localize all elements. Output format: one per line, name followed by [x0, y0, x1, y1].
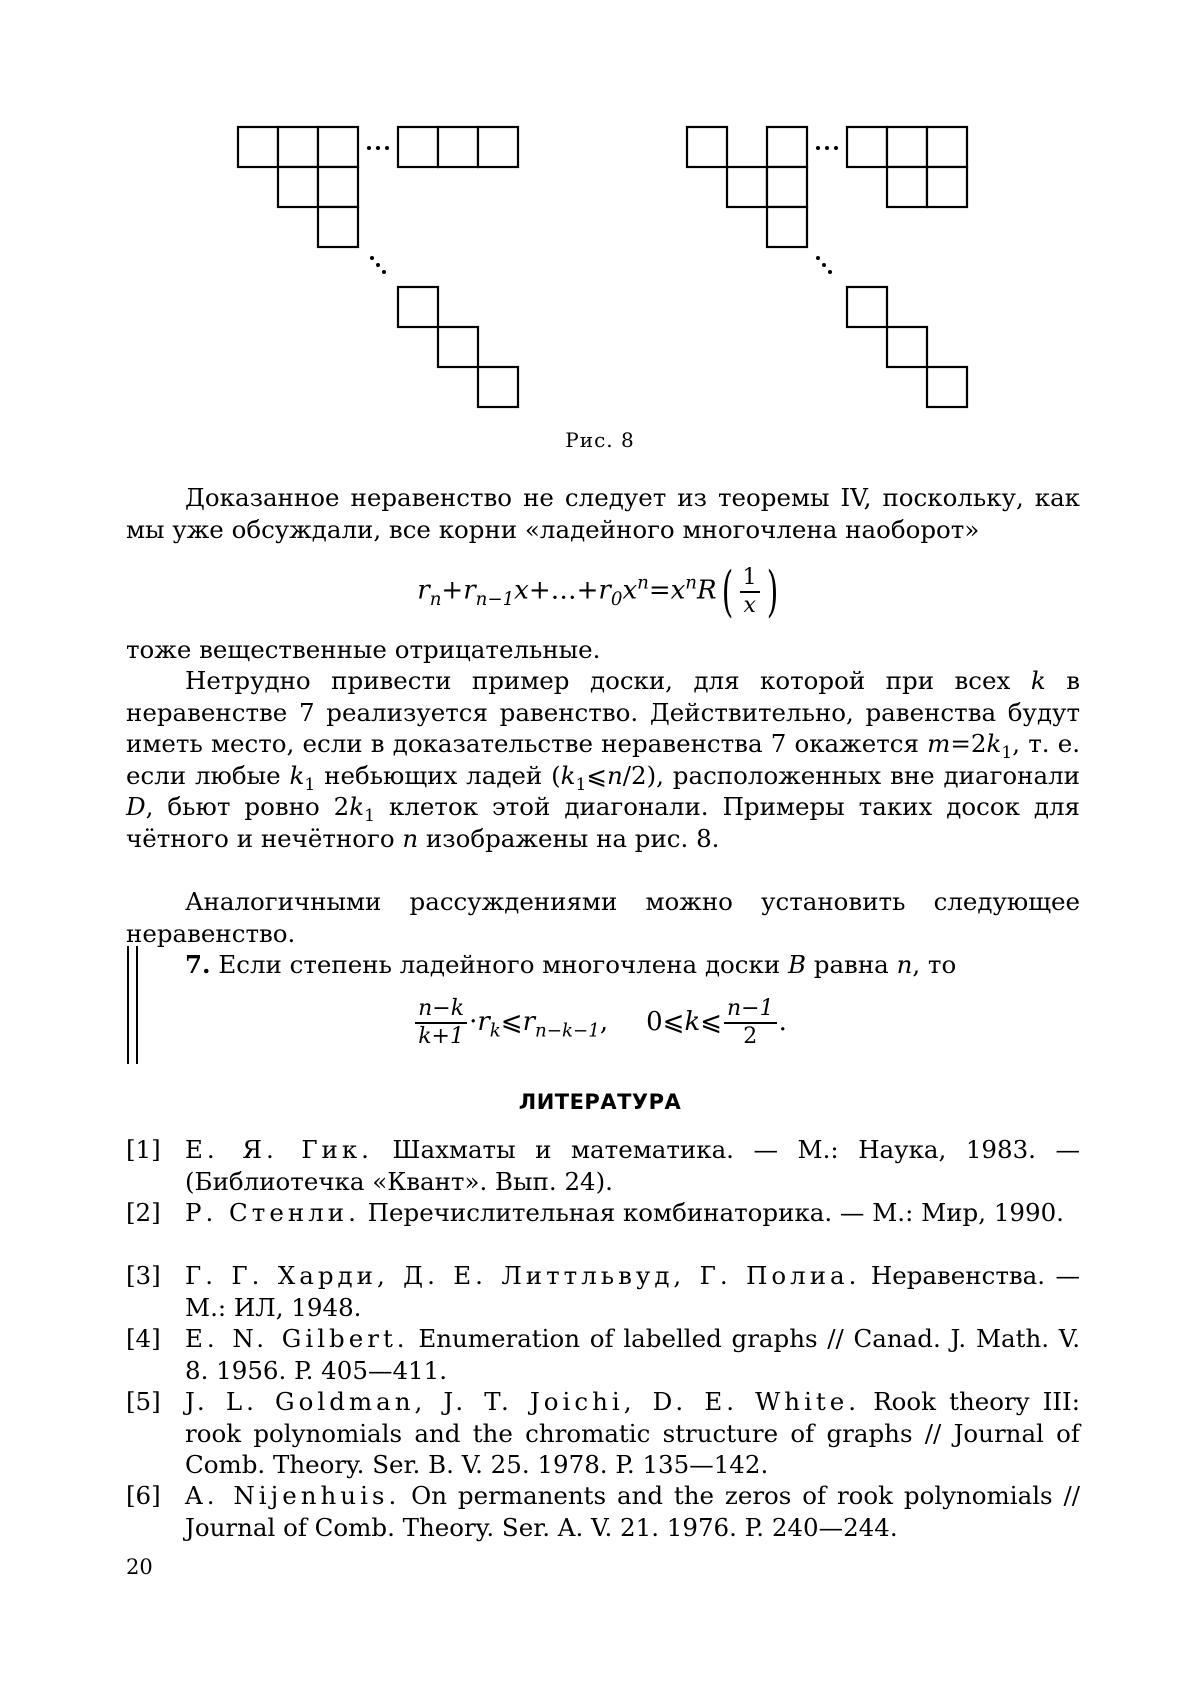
- board-cell: [478, 127, 518, 167]
- board-cell: [318, 127, 358, 167]
- board-cell: [767, 207, 807, 247]
- references-heading: ЛИТЕРАТУРА: [0, 1090, 1200, 1114]
- formula-reverse-rook-polynomial: rn+rn−1x+…+r0xn=xnR( 1 x ): [0, 560, 1200, 623]
- board-cell: [727, 167, 767, 207]
- board-cell: [398, 127, 438, 167]
- board-cell: [767, 127, 807, 167]
- board-cell: [847, 287, 887, 327]
- board-cell: [847, 127, 887, 167]
- reference-item: [3] Г. Г. Харди, Д. Е. Литтльвуд, Г. Полиа. Неравен­ства. — М.: ИЛ, 1948.: [126, 1260, 1080, 1323]
- board-cell: [278, 127, 318, 167]
- paragraph-4: Аналогичными рассуждениями можно установить следующее неравенство.: [126, 886, 1080, 949]
- page: [0, 0, 1200, 1696]
- board-cell: [687, 127, 727, 167]
- paragraph-3: Нетрудно привести пример доски, для которой при всех k в неравенстве 7 реализуется равенство. Действительно, равенства будут иметь место, если в доказательстве неравенства 7 окажется m=2k1, т. е. если любые k1 небьющих ладей (k1⩽n/2), располо­женных вне диагонали D, бьют ровно 2k1 клеток этой диагонали. Примеры таких досок для чётного и нечётного n изображены на рис. 8.: [126, 665, 1080, 855]
- board-cell: [927, 167, 967, 207]
- board-cell: [887, 127, 927, 167]
- board-cell: [438, 127, 478, 167]
- board-cell: [887, 327, 927, 367]
- board-cell: [398, 287, 438, 327]
- board-cell: [927, 127, 967, 167]
- fraction: 1 x: [740, 565, 760, 619]
- reference-item: [2] Р. Стенли. Перечислительная комбинаторика. — М.: Мир, 1990.: [126, 1197, 1080, 1229]
- figure-caption: Рис. 8: [0, 428, 1200, 452]
- formula-inequality-7: n−k k+1 ·rk⩽rn−k−1, 0⩽k⩽ n−1 2 .: [0, 996, 1200, 1050]
- horizontal-ellipsis: [816, 146, 838, 150]
- right-board: [687, 127, 967, 407]
- reference-item: [4] E. N. Gilbert. Enumeration of labelled graphs // Canad. J. Math. V. 8. 1956. P. 405—411.: [126, 1323, 1080, 1386]
- reference-item: [5] J. L. Goldman, J. T. Joichi, D. E. White. Rook theo­ry III: rook polynomials and the chromatic structure of graphs // Journal of Comb. Theory. Ser. B. V. 25. 1978. P. 135—142.: [126, 1386, 1080, 1481]
- fraction: n−k k+1: [415, 996, 467, 1050]
- board-cell: [318, 167, 358, 207]
- paragraph-1: Доказанное неравенство не следует из теоремы IV, поскольку, как мы уже обсуждали, все корни «ладейного многочлена наоборот»: [126, 482, 1080, 545]
- board-cell: [438, 327, 478, 367]
- diagonal-ellipsis: [370, 256, 386, 274]
- paragraph-2: тоже вещественные отрицательные.: [126, 634, 1080, 666]
- board-cell: [278, 167, 318, 207]
- board-cell: [238, 127, 278, 167]
- page-number: 20: [126, 1555, 153, 1579]
- theorem-7: 7. Если степень ладейного многочлена доски B равна n, то: [126, 949, 1080, 981]
- figure-8: [0, 0, 1200, 430]
- diagonal-ellipsis: [816, 256, 832, 274]
- fraction: n−1 2: [724, 996, 777, 1050]
- reference-item: [6] A. Nijenhuis. On permanents and the zeros of rook polynomi­als // Journal of Comb. Theory. Ser. A. V. 21. 1976. P. 240—244.: [126, 1480, 1080, 1543]
- board-cell: [927, 367, 967, 407]
- board-cell: [767, 167, 807, 207]
- horizontal-ellipsis: [367, 146, 389, 150]
- board-cell: [318, 207, 358, 247]
- board-cell: [887, 167, 927, 207]
- left-board: [238, 127, 518, 407]
- reference-item: [1] Е. Я. Гик. Шахматы и математика. — М.: Наука, 1983. — (Библиотечка «Квант». Вып. 24).: [126, 1134, 1080, 1197]
- board-cell: [478, 367, 518, 407]
